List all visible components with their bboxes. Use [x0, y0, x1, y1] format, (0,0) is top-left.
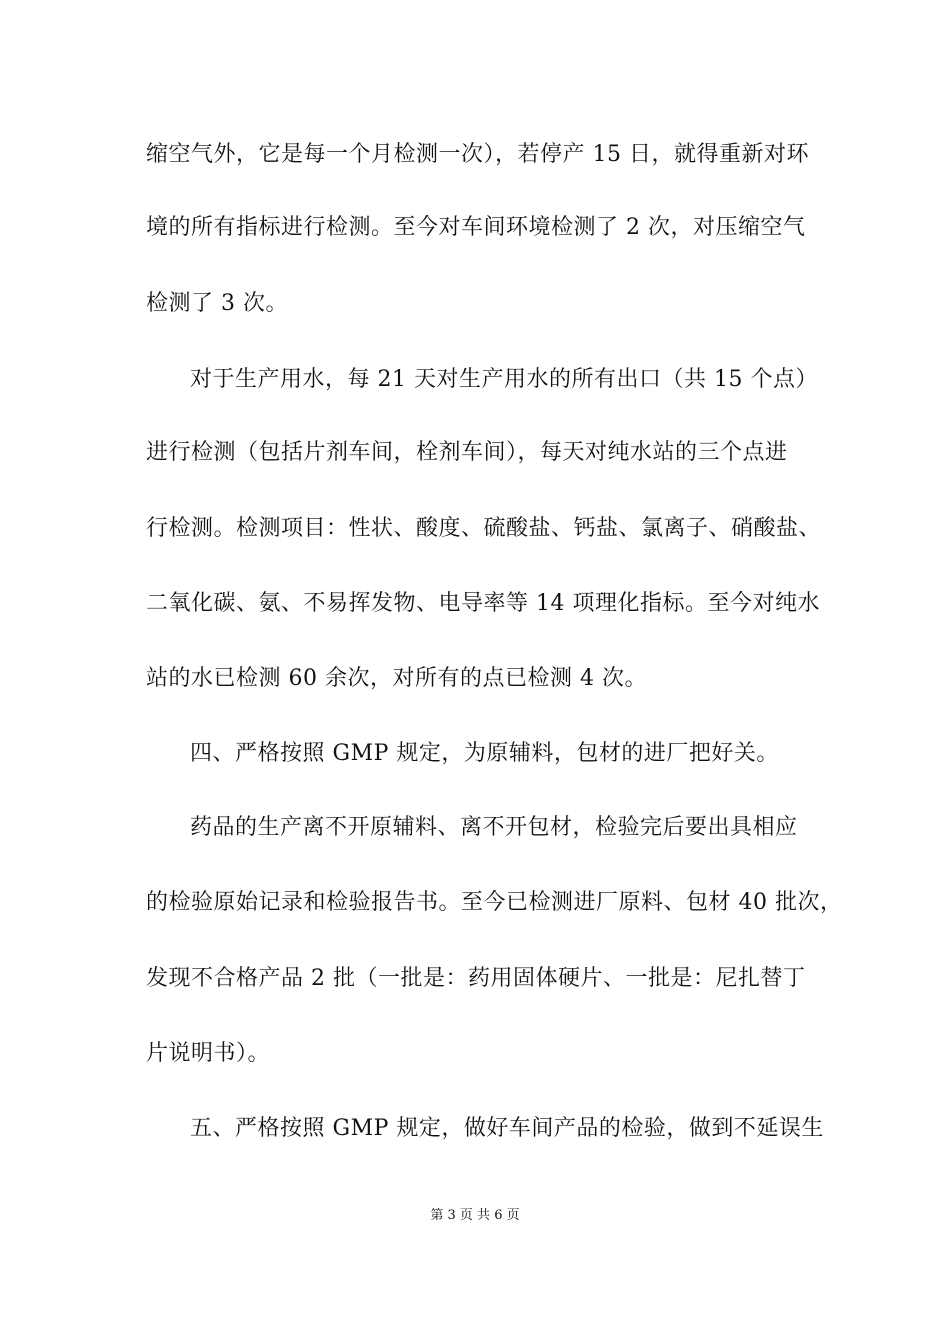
- page-number-footer: 第 3 页 共 6 页: [430, 1208, 520, 1223]
- body-text-line: 境的所有指标进行检测。至今对车间环境检测了 2 次，对压缩空气: [146, 215, 806, 240]
- body-text-line: 发现不合格产品 2 批（一批是：药用固体硬片、一批是：尼扎替丁: [146, 966, 806, 991]
- body-text-line: 对于生产用水，每 21 天对生产用水的所有出口（共 15 个点）: [190, 367, 818, 392]
- section-heading: 五、严格按照 GMP 规定，做好车间产品的检验，做到不延误生: [190, 1116, 824, 1141]
- body-text-line: 片说明书）。: [146, 1041, 271, 1066]
- body-text-line: 药品的生产离不开原辅料、离不开包材，检验完后要出具相应: [190, 815, 798, 840]
- section-heading: 四、严格按照 GMP 规定，为原辅料，包材的进厂把好关。: [190, 741, 779, 766]
- body-text-line: 二氧化碳、氨、不易挥发物、电导率等 14 项理化指标。至今对纯水: [146, 591, 820, 616]
- body-text-line: 的检验原始记录和检验报告书。至今已检测进厂原料、包材 40 批次，: [146, 890, 843, 915]
- body-text-line: 行检测。检测项目：性状、酸度、硫酸盐、钙盐、氯离子、硝酸盐、: [146, 516, 822, 541]
- body-text-line: 检测了 3 次。: [146, 291, 288, 316]
- body-text-line: 缩空气外，它是每一个月检测一次），若停产 15 日，就得重新对环: [146, 142, 809, 167]
- body-text-line: 进行检测（包括片剂车间，栓剂车间），每天对纯水站的三个点进: [146, 440, 788, 465]
- body-text-line: 站的水已检测 60 余次，对所有的点已检测 4 次。: [146, 666, 647, 691]
